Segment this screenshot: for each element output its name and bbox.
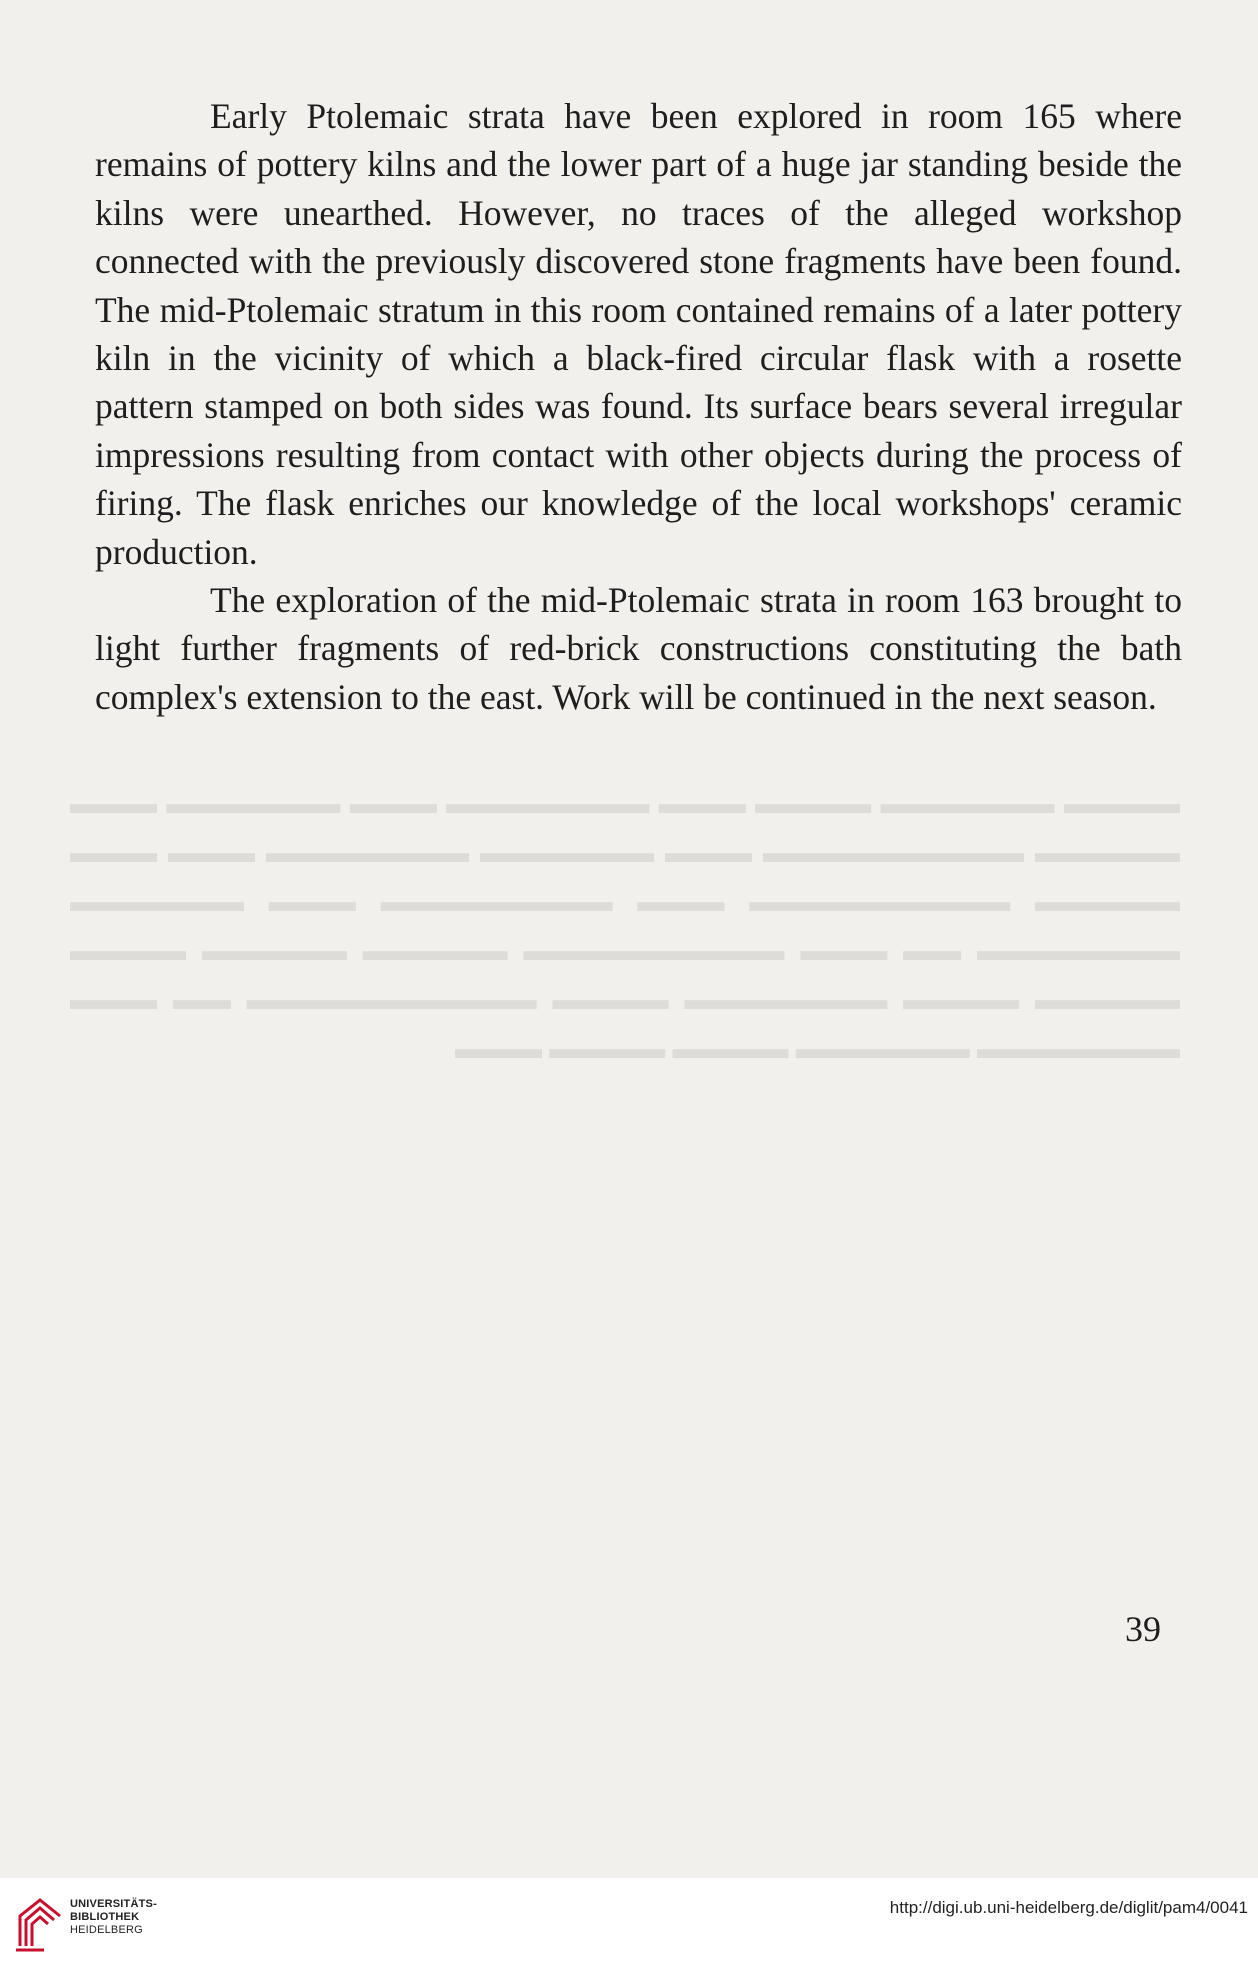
library-name [70,1898,157,1937]
paragraph-1: Early Ptolemaic strata have been explored in room 165 where remains of pottery kilns and the lower part of a huge jar standing beside the kilns were unearthed. However, no traces of the alleged workshop connected with the previously discovered stone fragments have been found. The mid-Ptolemaic stratum in this room contained remains of a later pottery kiln in the vicinity of which a black-fired circular flask with a rosette pattern stamped on both sides was found. Its surface bears several irregular impressions resulting from contact with other objects during the process of firing. The flask enriches our knowledge of the local workshops' ceramic production. [95,96,1182,572]
footer-bar [0,1878,1258,1971]
page-number: 39 [1125,1609,1161,1649]
body-text [95,92,1182,721]
library-name-line2: BIBLIOTHEK [70,1911,140,1923]
show-through-texture: ▬▬▬▬ ▬▬▬▬▬▬ ▬▬▬▬ ▬▬▬ ▬▬▬▬▬▬▬ ▬▬▬ ▬▬▬▬▬▬ ▬▬▬ ▬▬▬▬▬ ▬▬▬▬▬▬▬▬▬ ▬▬▬ ▬▬▬▬▬▬ ▬▬▬▬▬▬▬ ▬▬▬ ▬▬▬ ▬▬▬▬▬ ▬▬▬▬▬▬▬▬▬ ▬▬▬ ▬▬▬▬▬▬▬▬ ▬▬▬ ▬▬▬▬▬▬ ▬▬▬▬▬▬▬ ▬▬ ▬▬▬ ▬▬▬▬▬▬▬▬▬ ▬▬▬▬▬ ▬▬▬▬▬ ▬▬▬▬ ▬▬▬▬▬ ▬▬▬▬ ▬▬▬▬▬▬▬ ▬▬▬▬ ▬▬▬▬▬▬▬▬▬▬ ▬▬ ▬▬▬ ▬▬▬▬▬▬▬ ▬▬▬▬▬▬ ▬▬▬▬ ▬▬▬▬ ▬▬▬ [70,788,1180,1065]
library-logo[interactable] [14,1888,204,1958]
library-logo-icon [14,1894,66,1952]
source-url-link[interactable]: http://digi.ub.uni-heidelberg.de/diglit/pam4/0041 [889,1898,1248,1917]
paragraph-2: The exploration of the mid-Ptolemaic strata in room 163 brought to light further fragments of red-brick constructions constituting the bath complex's extension to the east. Work will be continued in the next season. [95,580,1182,717]
library-name-line1: UNIVERSITÄTS- [70,1898,157,1910]
library-name-line3: HEIDELBERG [70,1924,143,1936]
